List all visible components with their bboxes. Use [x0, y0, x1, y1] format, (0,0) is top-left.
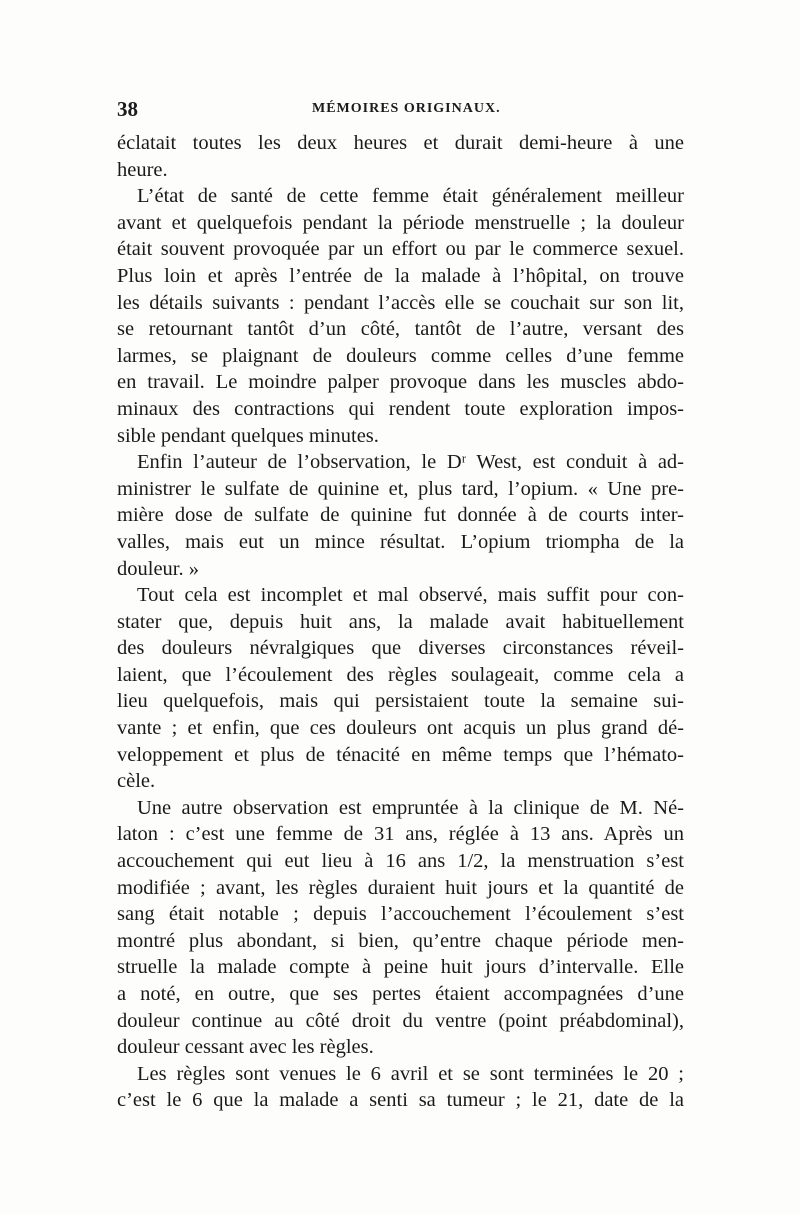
text-line: valles, mais eut un mince résultat. L’opium triompha de la [117, 530, 684, 553]
text-line: cèle. [117, 770, 156, 793]
text-line: a noté, en outre, que ses pertes étaient accompagnées d’une [117, 983, 684, 1005]
text-line: montré plus abondant, si bien, qu’entre chaque période men- [117, 929, 684, 952]
text-line: struelle la malade compte à peine huit jours d’intervalle. Elle [117, 956, 684, 979]
text-line: mière dose de sulfate de quinine fut donnée à de courts inter- [117, 504, 684, 527]
text-line: stater que, depuis huit ans, la malade avait habituellement [117, 610, 684, 633]
text-line: laient, que l’écoulement des règles soulageait, comme cela a [117, 663, 684, 686]
paragraph-first-line: L’état de santé de cette femme était généralement meilleur [137, 185, 684, 208]
text-line: heure. [117, 158, 168, 181]
running-title: MÉMOIRES ORIGINAUX. [312, 101, 501, 116]
text-line: modifiée ; avant, les règles duraient huit jours et la quantité de [117, 876, 684, 899]
text-line: minaux des contractions qui rendent toute exploration impos- [117, 397, 684, 420]
text-line: sang était notable ; depuis l’accouchement l’écoulement s’est [117, 903, 684, 926]
text-line: lieu quelquefois, mais qui persistaient toute la semaine sui- [117, 690, 684, 713]
text-line: douleur continue au côté droit du ventre (point préabdominal), [117, 1009, 684, 1032]
text-line: ministrer le sulfate de quinine et, plus tard, l’opium. « Une pre- [117, 477, 684, 500]
text-line: douleur cessant avec les règles. [117, 1036, 374, 1059]
text-line: les détails suivants : pendant l’accès elle se couchait sur son lit, [117, 291, 684, 314]
text-line: se retournant tantôt d’un côté, tantôt de l’autre, versant des [117, 318, 684, 341]
text-line: des douleurs névralgiques que diverses circonstances réveil- [117, 637, 684, 660]
text-line: éclatait toutes les deux heures et durait demi-heure à une [117, 132, 684, 154]
text-line: douleur. » [117, 557, 199, 580]
body-text [117, 130, 684, 1114]
running-head [117, 97, 687, 123]
text-line: larmes, se plaignant de douleurs comme celles d’une femme [117, 344, 684, 367]
paragraph-first-line: Les règles sont venues le 6 avril et se sont terminées le 20 ; [137, 1062, 684, 1085]
text-line: avant et quelquefois pendant la période menstruelle ; la douleur [117, 211, 684, 234]
paragraph-first-line: Enfin l’auteur de l’observation, le Dʳ West, est conduit à ad- [137, 451, 684, 474]
text-line: laton : c’est une femme de 31 ans, réglée à 13 ans. Après un [117, 823, 684, 846]
text-line: veloppement et plus de ténacité en même temps que l’hémato- [117, 743, 684, 766]
paragraph-first-line: Une autre observation est empruntée à la clinique de M. Né- [137, 796, 684, 819]
text-line: sible pendant quelques minutes. [117, 424, 379, 447]
text-line: accouchement qui eut lieu à 16 ans 1/2, la menstruation s’est [117, 850, 684, 873]
text-line: en travail. Le moindre palper provoque dans les muscles abdo- [117, 371, 684, 394]
text-line: était souvent provoquée par un effort ou par le commerce sexuel. [117, 238, 684, 261]
text-line: vante ; et enfin, que ces douleurs ont acquis un plus grand dé- [117, 717, 684, 740]
text-line: c’est le 6 que la malade a senti sa tumeur ; le 21, date de la [117, 1089, 684, 1112]
page-number: 38 [117, 97, 138, 121]
paragraph-first-line: Tout cela est incomplet et mal observé, mais suffit pour con- [137, 584, 684, 607]
text-line: Plus loin et après l’entrée de la malade à l’hôpital, on trouve [117, 264, 684, 287]
